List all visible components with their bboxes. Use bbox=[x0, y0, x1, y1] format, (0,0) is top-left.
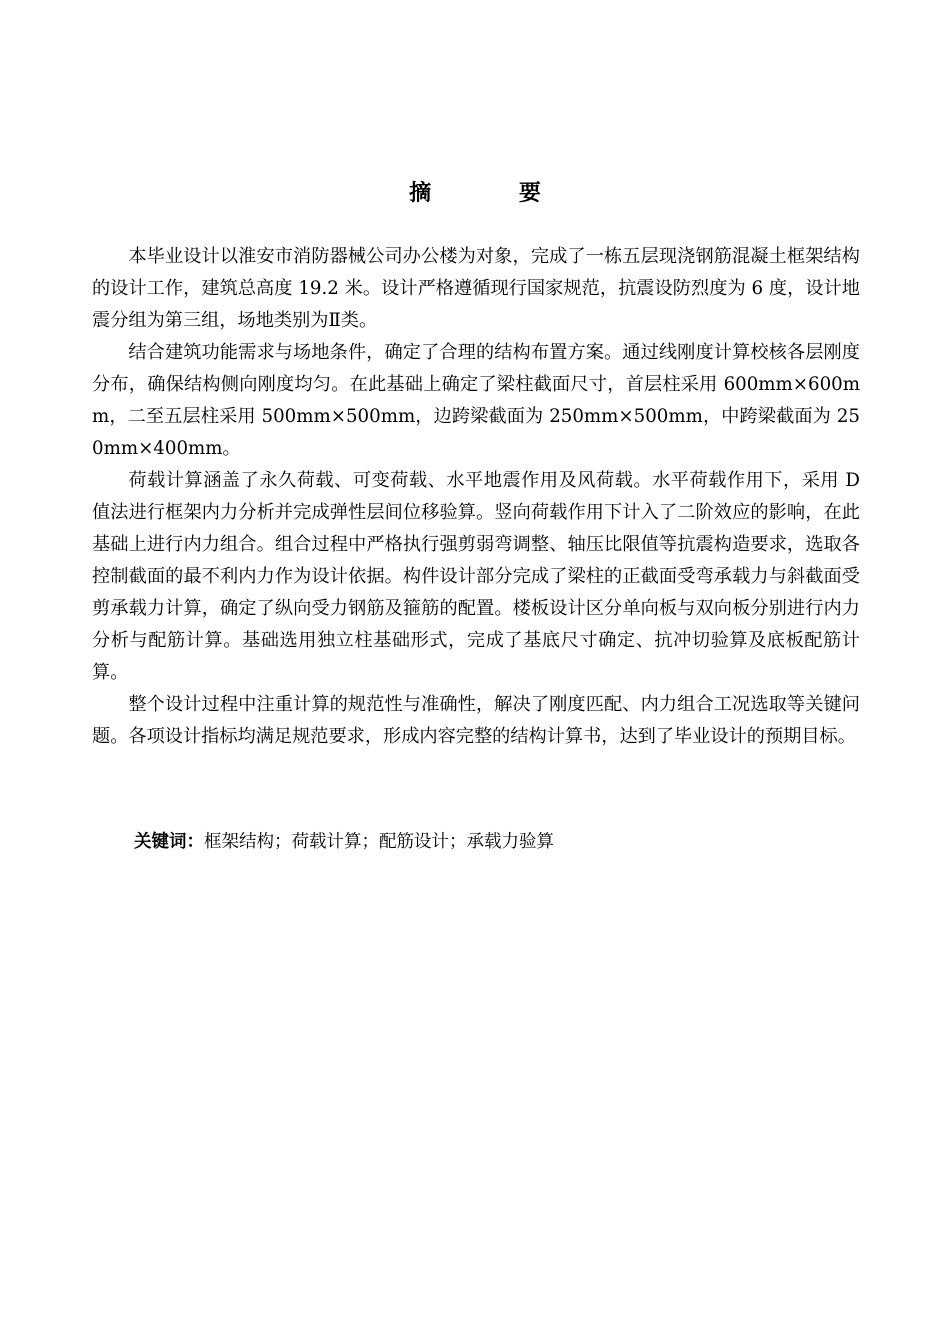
keywords-label: 关键词： bbox=[134, 832, 204, 852]
keywords-text: 框架结构；荷载计算；配筋设计；承载力验算 bbox=[204, 832, 554, 852]
abstract-paragraph-3: 荷载计算涵盖了永久荷载、可变荷载、水平地震作用及风荷载。水平荷载作用下，采用 D 值法进行框架内力分析并完成弹性层间位移验算。竖向荷载作用下计入了二阶效应的影响，在此基础上进行内力组合。组合过程中严格执行强剪弱弯调整、轴压比限值等抗震构造要求，选取各控制截面的最不利内力作为设计依据。构件设计部分完成了梁柱的正截面受弯承载力与斜截面受剪承载力计算，确定了纵向受力钢筋及箍筋的配置。楼板设计区分单向板与双向板分别进行内力分析与配筋计算。基础选用独立柱基础形式，完成了基底尺寸确定、抗冲切验算及底板配筋计算。 bbox=[92, 470, 860, 683]
keywords-line bbox=[134, 826, 554, 858]
abstract-paragraph-1: 本毕业设计以淮安市消防器械公司办公楼为对象，完成了一栋五层现浇钢筋混凝土框架结构的设计工作，建筑总高度 19.2 米。设计严格遵循现行国家规范，抗震设防烈度为 6 度，设计地震分组为第三组，场地类别为Ⅱ类。 bbox=[92, 246, 860, 331]
abstract-paragraph-2: 结合建筑功能需求与场地条件，确定了合理的结构布置方案。通过线刚度计算校核各层刚度分布，确保结构侧向刚度均匀。在此基础上确定了梁柱截面尺寸，首层柱采用 600mm×600mm，二至五层柱采用 500mm×500mm，边跨梁截面为 250mm×500mm，中跨梁截面为 250mm×400mm。 bbox=[92, 342, 860, 459]
abstract-body bbox=[92, 241, 860, 753]
abstract-title: 摘 要 bbox=[409, 181, 581, 206]
abstract-paragraph-4: 整个设计过程中注重计算的规范性与准确性，解决了刚度匹配、内力组合工况选取等关键问题。各项设计指标均满足规范要求，形成内容完整的结构计算书，达到了毕业设计的预期目标。 bbox=[92, 694, 860, 747]
